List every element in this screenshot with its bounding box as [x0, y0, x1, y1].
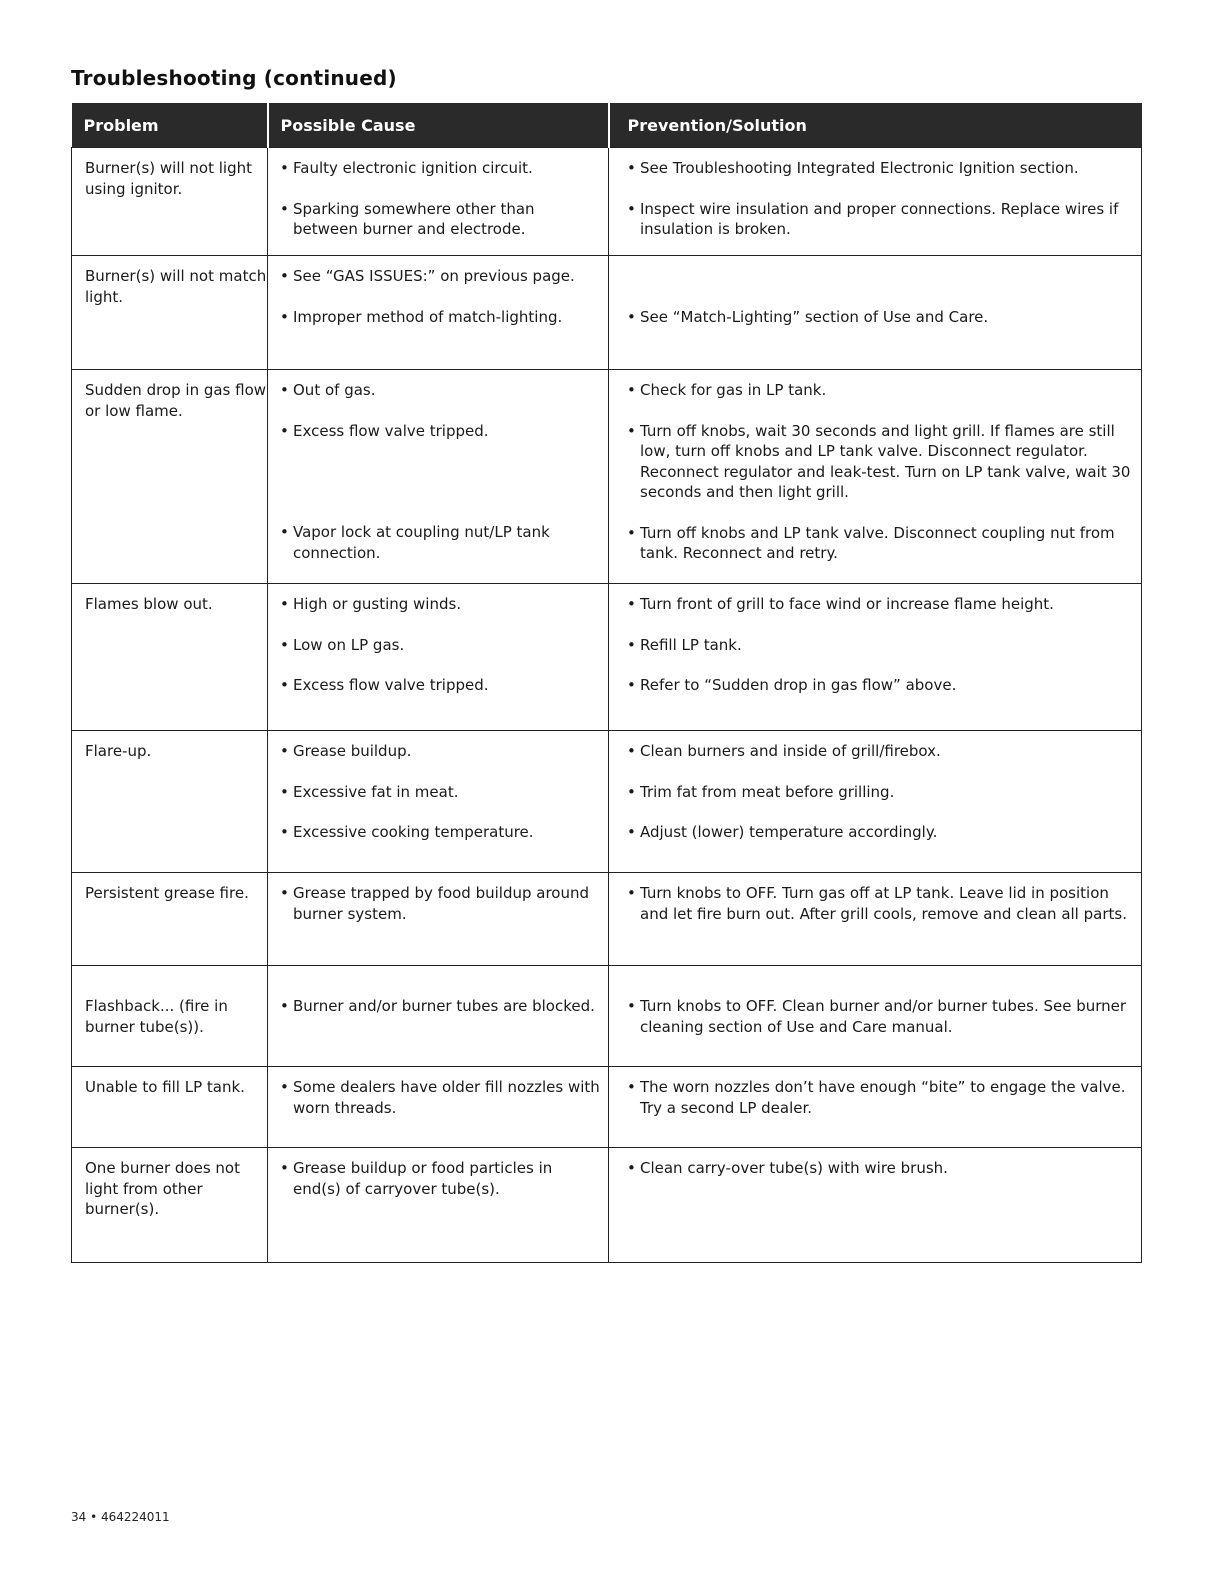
solution-cell — [609, 584, 1142, 731]
solution-cell — [609, 148, 1142, 256]
solution-cell — [609, 1148, 1142, 1263]
solution-item: • Check for gas in LP tank. — [627, 380, 1137, 401]
cause-item: • Low on LP gas. — [280, 635, 604, 656]
cause-item: • Out of gas. — [280, 380, 604, 401]
cause-cell — [268, 731, 609, 873]
cause-item: • Grease buildup or food particles in end(s) of carryover tube(s). — [280, 1158, 604, 1199]
solution-item: • Turn off knobs and LP tank valve. Disconnect coupling nut from tank. Reconnect and retry. — [627, 523, 1137, 564]
cause-cell — [268, 873, 609, 966]
solution-item: • Turn knobs to OFF. Clean burner and/or burner tubes. See burner cleaning section of Use and Care manual. — [627, 996, 1137, 1037]
solution-cell — [609, 731, 1142, 873]
table-row — [72, 148, 1142, 256]
header-prevention-solution: Prevention/Solution — [609, 103, 1142, 148]
solution-item: • Refer to “Sudden drop in gas flow” above. — [627, 675, 1137, 696]
table-row — [72, 584, 1142, 731]
cause-item: • Excess flow valve tripped. — [280, 421, 604, 442]
problem-cell: Flare-up. — [72, 731, 268, 873]
problem-cell: Sudden drop in gas flow or low flame. — [72, 370, 268, 584]
solution-cell — [609, 1067, 1142, 1148]
cause-item: • Excess flow valve tripped. — [280, 675, 604, 696]
solution-item: • Inspect wire insulation and proper connections. Replace wires if insulation is broken. — [627, 199, 1137, 240]
table-row — [72, 1148, 1142, 1263]
cause-item: • Vapor lock at coupling nut/LP tank connection. — [280, 522, 604, 563]
cause-item: • Grease trapped by food buildup around burner system. — [280, 883, 604, 924]
problem-cell: Unable to fill LP tank. — [72, 1067, 268, 1148]
table-row — [72, 731, 1142, 873]
cause-item: • Some dealers have older fill nozzles with worn threads. — [280, 1077, 604, 1118]
table-row — [72, 256, 1142, 370]
solution-cell — [609, 873, 1142, 966]
cause-cell — [268, 1067, 609, 1148]
problem-cell: One burner does not light from other burner(s). — [72, 1148, 268, 1263]
cause-cell — [268, 1148, 609, 1263]
cause-item: • Excessive fat in meat. — [280, 782, 604, 803]
cause-item: • High or gusting winds. — [280, 594, 604, 615]
cause-cell — [268, 584, 609, 731]
page-footer: 34 • 464224011 — [71, 1510, 170, 1524]
cause-item: • Faulty electronic ignition circuit. — [280, 158, 604, 179]
cause-cell — [268, 370, 609, 584]
empty-solution-slot — [627, 266, 1137, 287]
header-problem: Problem — [72, 103, 268, 148]
problem-cell: Persistent grease fire. — [72, 873, 268, 966]
solution-item: • Turn front of grill to face wind or increase flame height. — [627, 594, 1137, 615]
problem-cell: Flames blow out. — [72, 584, 268, 731]
cause-item: • Improper method of match-lighting. — [280, 307, 604, 328]
cause-item: • Grease buildup. — [280, 741, 604, 762]
solution-item: • Clean carry-over tube(s) with wire brush. — [627, 1158, 1137, 1179]
table-header-row — [72, 103, 1142, 148]
solution-item: • See “Match-Lighting” section of Use and Care. — [627, 307, 1137, 328]
solution-item: • Clean burners and inside of grill/firebox. — [627, 741, 1137, 762]
troubleshooting-table — [71, 103, 1142, 1263]
solution-item: • See Troubleshooting Integrated Electronic Ignition section. — [627, 158, 1137, 179]
page-title: Troubleshooting (continued) — [71, 66, 397, 90]
problem-cell: Flashback... (fire in burner tube(s)). — [72, 966, 268, 1067]
solution-item: • The worn nozzles don’t have enough “bite” to engage the valve. Try a second LP dealer. — [627, 1077, 1137, 1118]
problem-cell: Burner(s) will not match light. — [72, 256, 268, 370]
solution-cell — [609, 370, 1142, 584]
header-possible-cause: Possible Cause — [268, 103, 609, 148]
table-row — [72, 370, 1142, 584]
cause-item: • Sparking somewhere other than between burner and electrode. — [280, 199, 604, 240]
table-row — [72, 1067, 1142, 1148]
cause-item: • See “GAS ISSUES:” on previous page. — [280, 266, 604, 287]
problem-cell: Burner(s) will not light using ignitor. — [72, 148, 268, 256]
cause-cell — [268, 148, 609, 256]
solution-cell — [609, 966, 1142, 1067]
solution-cell — [609, 256, 1142, 370]
solution-item: • Adjust (lower) temperature accordingly. — [627, 822, 1137, 843]
cause-cell — [268, 966, 609, 1067]
solution-item: • Trim fat from meat before grilling. — [627, 782, 1137, 803]
table-row — [72, 966, 1142, 1067]
solution-item: • Turn knobs to OFF. Turn gas off at LP tank. Leave lid in position and let fire burn out. After grill cools, remove and clean all parts. — [627, 883, 1137, 924]
table-row — [72, 873, 1142, 966]
solution-item: • Turn off knobs, wait 30 seconds and light grill. If flames are still low, turn off knobs and LP tank valve. Disconnect regulator. Reconnect regulator and leak-test. Turn on LP tank valve, wait 30 seconds and then light grill. — [627, 421, 1137, 503]
cause-item: • Burner and/or burner tubes are blocked. — [280, 996, 604, 1017]
cause-item: • Excessive cooking temperature. — [280, 822, 604, 843]
solution-item: • Refill LP tank. — [627, 635, 1137, 656]
cause-cell — [268, 256, 609, 370]
